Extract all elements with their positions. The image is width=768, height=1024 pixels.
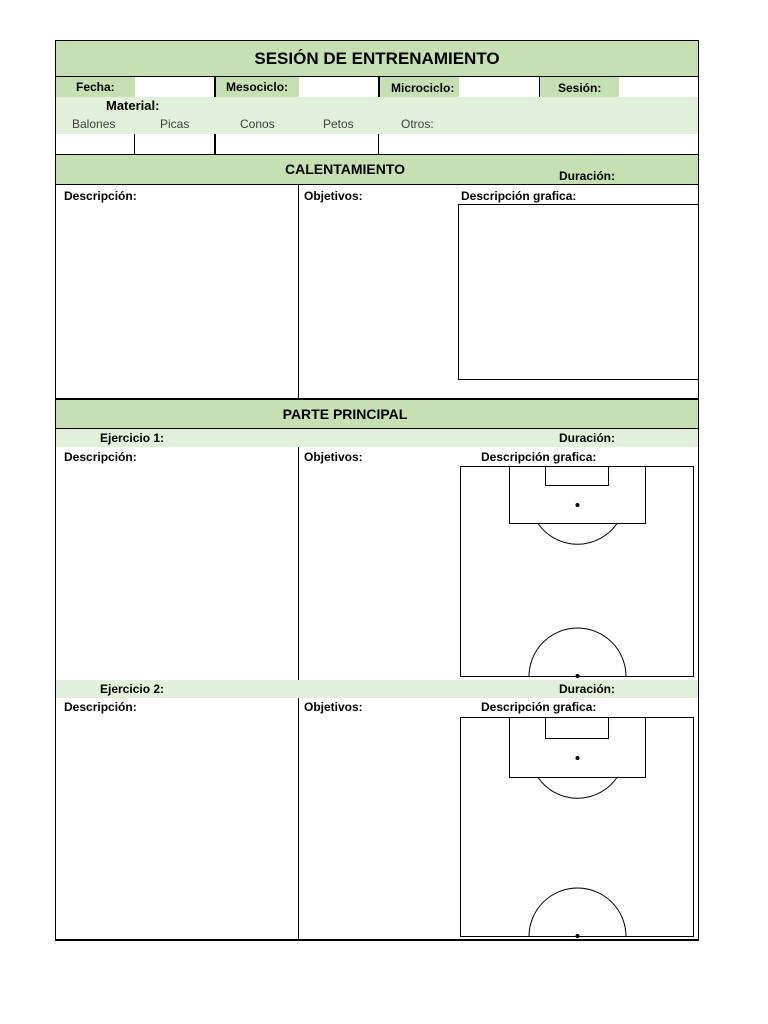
rule: [539, 77, 540, 97]
material-petos: Petos: [323, 117, 354, 131]
calentamiento-grafica-label: Descripción grafica:: [461, 189, 577, 203]
material-label: Material:: [106, 98, 160, 113]
microciclo-field[interactable]: [459, 77, 539, 97]
ejercicio-1-grafica-label: Descripción grafica:: [481, 450, 597, 464]
rule: [55, 40, 699, 41]
rule: [298, 184, 299, 399]
ejercicio-2-duracion-label: Duración:: [559, 682, 616, 696]
rule: [298, 698, 299, 940]
ejercicio-1-objetivos-label: Objetivos:: [304, 450, 363, 464]
rule: [55, 939, 699, 941]
rule: [214, 77, 216, 97]
page-title: SESIÓN DE ENTRENAMIENTO: [254, 49, 500, 68]
ejercicio-2-descripcion-label: Descripción:: [64, 700, 137, 714]
rule: [298, 447, 299, 680]
ejercicio-1-label: Ejercicio 1:: [100, 431, 165, 445]
rule: [55, 398, 699, 400]
fecha-label: Fecha:: [76, 80, 115, 94]
rule: [214, 134, 216, 155]
rule: [378, 134, 379, 155]
material-otros: Otros:: [401, 117, 434, 131]
mesociclo-field[interactable]: [299, 77, 379, 97]
calentamiento-objetivos-label: Objetivos:: [304, 189, 363, 203]
mesociclo-label: Mesociclo:: [226, 80, 289, 94]
rule: [134, 134, 135, 155]
material-balones: Balones: [72, 117, 116, 131]
ejercicio-2-grafica-label: Descripción grafica:: [481, 700, 597, 714]
microciclo-label: Microciclo:: [391, 81, 455, 95]
rule: [55, 40, 56, 941]
calentamiento-title: CALENTAMIENTO: [284, 161, 406, 177]
ejercicio-1-pitch-diagram[interactable]: [458, 465, 696, 679]
ejercicio-1-duracion-label: Duración:: [559, 431, 616, 445]
rule: [378, 77, 380, 97]
principal-title: PARTE PRINCIPAL: [282, 406, 408, 422]
ejercicio-1-descripcion-label: Descripción:: [64, 450, 137, 464]
rule: [55, 428, 699, 429]
ejercicio-2-pitch-diagram[interactable]: [458, 716, 696, 938]
rule: [55, 76, 699, 77]
fecha-field[interactable]: [135, 77, 215, 97]
ejercicio-2-objetivos-label: Objetivos:: [304, 700, 363, 714]
rule: [698, 40, 699, 941]
sesion-label: Sesión:: [558, 81, 602, 95]
ejercicio-2-label: Ejercicio 2:: [100, 682, 165, 696]
sesion-field[interactable]: [619, 77, 699, 97]
rule: [55, 184, 699, 185]
calentamiento-duracion-label: Duración:: [559, 169, 616, 183]
calentamiento-descripcion-label: Descripción:: [64, 189, 137, 203]
material-picas: Picas: [160, 117, 190, 131]
calentamiento-drawing-box[interactable]: [458, 204, 699, 380]
rule: [55, 154, 699, 155]
material-conos: Conos: [240, 117, 275, 131]
